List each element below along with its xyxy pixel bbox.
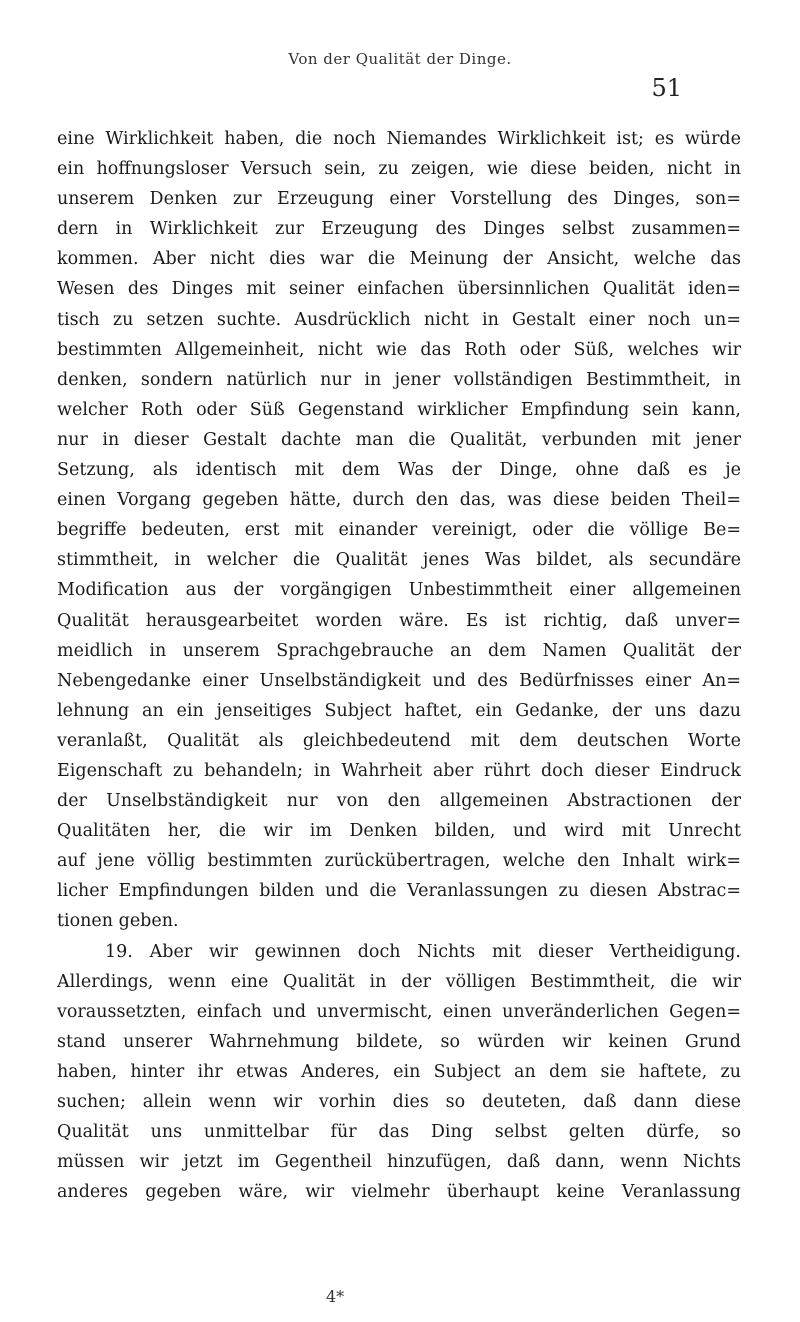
text-line: unserem Denken zur Erzeugung einer Vorstellung des Dinges, son= bbox=[57, 189, 741, 210]
text-line: meidlich in unserem Sprachgebrauche an dem Namen Qualität der bbox=[57, 640, 741, 661]
text-line: Nebengedanke einer Unselbständigkeit und des Bedürfnisses einer An= bbox=[57, 670, 741, 691]
text-line: Modification aus der vorgängigen Unbestimmtheit einer allgemeinen bbox=[57, 580, 741, 601]
paragraph-2 bbox=[57, 937, 741, 1208]
text-line: Allerdings, wenn eine Qualität in der völligen Bestimmtheit, die wir bbox=[57, 971, 741, 992]
text-line: welcher Roth oder Süß Gegenstand wirklicher Empfindung sein kann, bbox=[57, 399, 741, 420]
text-line: anderes gegeben wäre, wir vielmehr überhaupt keine Veranlassung bbox=[57, 1182, 741, 1203]
text-line: Qualitäten her, die wir im Denken bilden, und wird mit Unrecht bbox=[57, 821, 741, 842]
text-line: veranlaßt, Qualität als gleichbedeutend mit dem deutschen Worte bbox=[57, 730, 741, 751]
text-line: lehnung an ein jenseitiges Subject haftet, ein Gedanke, der uns dazu bbox=[57, 700, 741, 721]
text-line: dern in Wirklichkeit zur Erzeugung des Dinges selbst zusammen= bbox=[57, 219, 741, 240]
text-line: haben, hinter ihr etwas Anderes, ein Subject an dem sie haftete, zu bbox=[57, 1061, 741, 1082]
text-line: licher Empfindungen bilden und die Veranlassungen zu diesen Abstrac= bbox=[57, 881, 741, 902]
text-line: Setzung, als identisch mit dem Was der Dinge, ohne daß es je bbox=[57, 460, 741, 481]
text-line: Wesen des Dinges mit seiner einfachen übersinnlichen Qualität iden= bbox=[57, 279, 741, 300]
text-line: Qualität herausgearbeitet worden wäre. Es ist richtig, daß unver= bbox=[57, 610, 741, 631]
running-head: Von der Qualität der Dinge. bbox=[288, 50, 512, 68]
section-19-opening-line: 19. Aber wir gewinnen doch Nichts mit dieser Vertheidigung. bbox=[105, 941, 741, 962]
text-line: voraussetzten, einfach und unvermischt, einen unveränderlichen Gegen= bbox=[57, 1001, 741, 1022]
page-number: 51 bbox=[651, 74, 682, 102]
text-line: kommen. Aber nicht dies war die Meinung der Ansicht, welche das bbox=[57, 249, 741, 270]
text-line: der Unselbständigkeit nur von den allgemeinen Abstractionen der bbox=[57, 791, 741, 812]
text-line: begriffe bedeuten, erst mit einander vereinigt, oder die völlige Be= bbox=[57, 520, 741, 541]
text-line: eine Wirklichkeit haben, die noch Niemandes Wirklichkeit ist; es würde bbox=[57, 129, 741, 149]
text-line: ein hoffnungsloser Versuch sein, zu zeigen, wie diese beiden, nicht in bbox=[57, 159, 741, 180]
body-text bbox=[57, 124, 741, 1207]
text-line: Eigenschaft zu behandeln; in Wahrheit aber rührt doch dieser Eindruck bbox=[57, 760, 741, 781]
text-line: einen Vorgang gegeben hätte, durch den das, was diese beiden Theil= bbox=[57, 490, 741, 511]
text-line: bestimmten Allgemeinheit, nicht wie das Roth oder Süß, welches wir bbox=[57, 339, 741, 360]
text-line: stand unserer Wahrnehmung bildete, so würden wir keinen Grund bbox=[57, 1031, 741, 1052]
text-line: stimmtheit, in welcher die Qualität jenes Was bildet, als secundäre bbox=[57, 550, 741, 571]
text-line: nur in dieser Gestalt dachte man die Qualität, verbunden mit jener bbox=[57, 429, 741, 450]
text-line: Qualität uns unmittelbar für das Ding selbst gelten dürfe, so bbox=[57, 1122, 741, 1143]
text-line: tionen geben. bbox=[57, 911, 179, 932]
text-line: tisch zu setzen suchte. Ausdrücklich nicht in Gestalt einer noch un= bbox=[57, 309, 741, 330]
text-line: müssen wir jetzt im Gegentheil hinzufügen, daß dann, wenn Nichts bbox=[57, 1152, 741, 1173]
text-line: suchen; allein wenn wir vorhin dies so deuteten, daß dann diese bbox=[57, 1092, 741, 1112]
signature-mark: 4* bbox=[326, 1287, 345, 1306]
paragraph-1 bbox=[57, 124, 741, 937]
text-line: denken, sondern natürlich nur in jener vollständigen Bestimmtheit, in bbox=[57, 369, 741, 390]
text-line: auf jene völlig bestimmten zurückübertragen, welche den Inhalt wirk= bbox=[57, 851, 741, 872]
